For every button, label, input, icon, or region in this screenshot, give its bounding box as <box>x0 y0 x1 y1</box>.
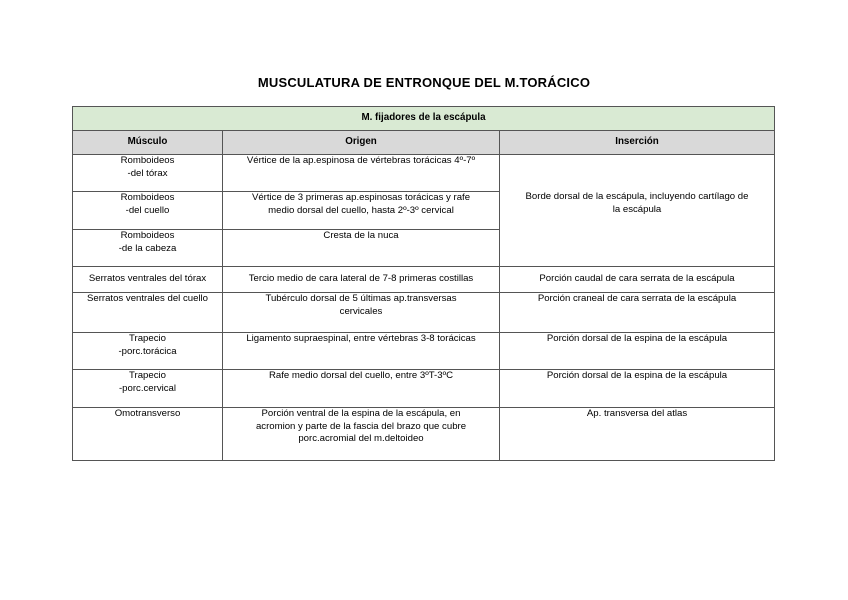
section-header: M. fijadores de la escápula <box>73 107 775 131</box>
cell-insercion: Porción dorsal de la espina de la escápula <box>500 333 775 370</box>
cell-origen: Tubérculo dorsal de 5 últimas ap.transversas cervicales <box>223 293 500 333</box>
table-row <box>73 408 775 461</box>
cell-musculo: Romboideos -del tórax <box>73 155 223 192</box>
cell-origen: Vértice de 3 primeras ap.espinosas torácicas y rafe medio dorsal del cuello, hasta 2º-3º cervical <box>223 192 500 230</box>
muscle-table <box>72 106 775 461</box>
cell-insercion-shared: Borde dorsal de la escápula, incluyendo cartílago de la escápula <box>500 155 775 267</box>
cell-origen: Tercio medio de cara lateral de 7-8 primeras costillas <box>223 267 500 293</box>
cell-musculo: Serratos ventrales del tórax <box>73 267 223 293</box>
section-header-row <box>73 107 775 131</box>
cell-origen: Rafe medio dorsal del cuello, entre 3ºT-3ºC <box>223 370 500 408</box>
column-header-row <box>73 131 775 155</box>
cell-origen: Porción ventral de la espina de la escápula, en acromion y parte de la fascia del brazo que cubre porc.acromial del m.deltoideo <box>223 408 500 461</box>
cell-insercion: Porción dorsal de la espina de la escápula <box>500 370 775 408</box>
cell-musculo: Trapecio -porc.torácica <box>73 333 223 370</box>
table-row <box>73 155 775 192</box>
cell-musculo: Trapecio -porc.cervical <box>73 370 223 408</box>
table-row <box>73 370 775 408</box>
cell-origen: Vértice de la ap.espinosa de vértebras torácicas 4º-7º <box>223 155 500 192</box>
column-header-insercion: Inserción <box>500 131 775 155</box>
cell-insercion: Ap. transversa del atlas <box>500 408 775 461</box>
cell-origen: Ligamento supraespinal, entre vértebras 3-8 torácicas <box>223 333 500 370</box>
cell-musculo: Romboideos -de la cabeza <box>73 230 223 267</box>
cell-insercion: Porción craneal de cara serrata de la escápula <box>500 293 775 333</box>
cell-musculo: Serratos ventrales del cuello <box>73 293 223 333</box>
column-header-origen: Origen <box>223 131 500 155</box>
table-row <box>73 293 775 333</box>
page-title: MUSCULATURA DE ENTRONQUE DEL M.TORÁCICO <box>257 75 591 90</box>
column-header-musculo: Músculo <box>73 131 223 155</box>
table-row <box>73 267 775 293</box>
cell-origen: Cresta de la nuca <box>223 230 500 267</box>
cell-insercion: Porción caudal de cara serrata de la escápula <box>500 267 775 293</box>
cell-musculo: Romboideos -del cuello <box>73 192 223 230</box>
cell-musculo: Omotransverso <box>73 408 223 461</box>
table-row <box>73 333 775 370</box>
